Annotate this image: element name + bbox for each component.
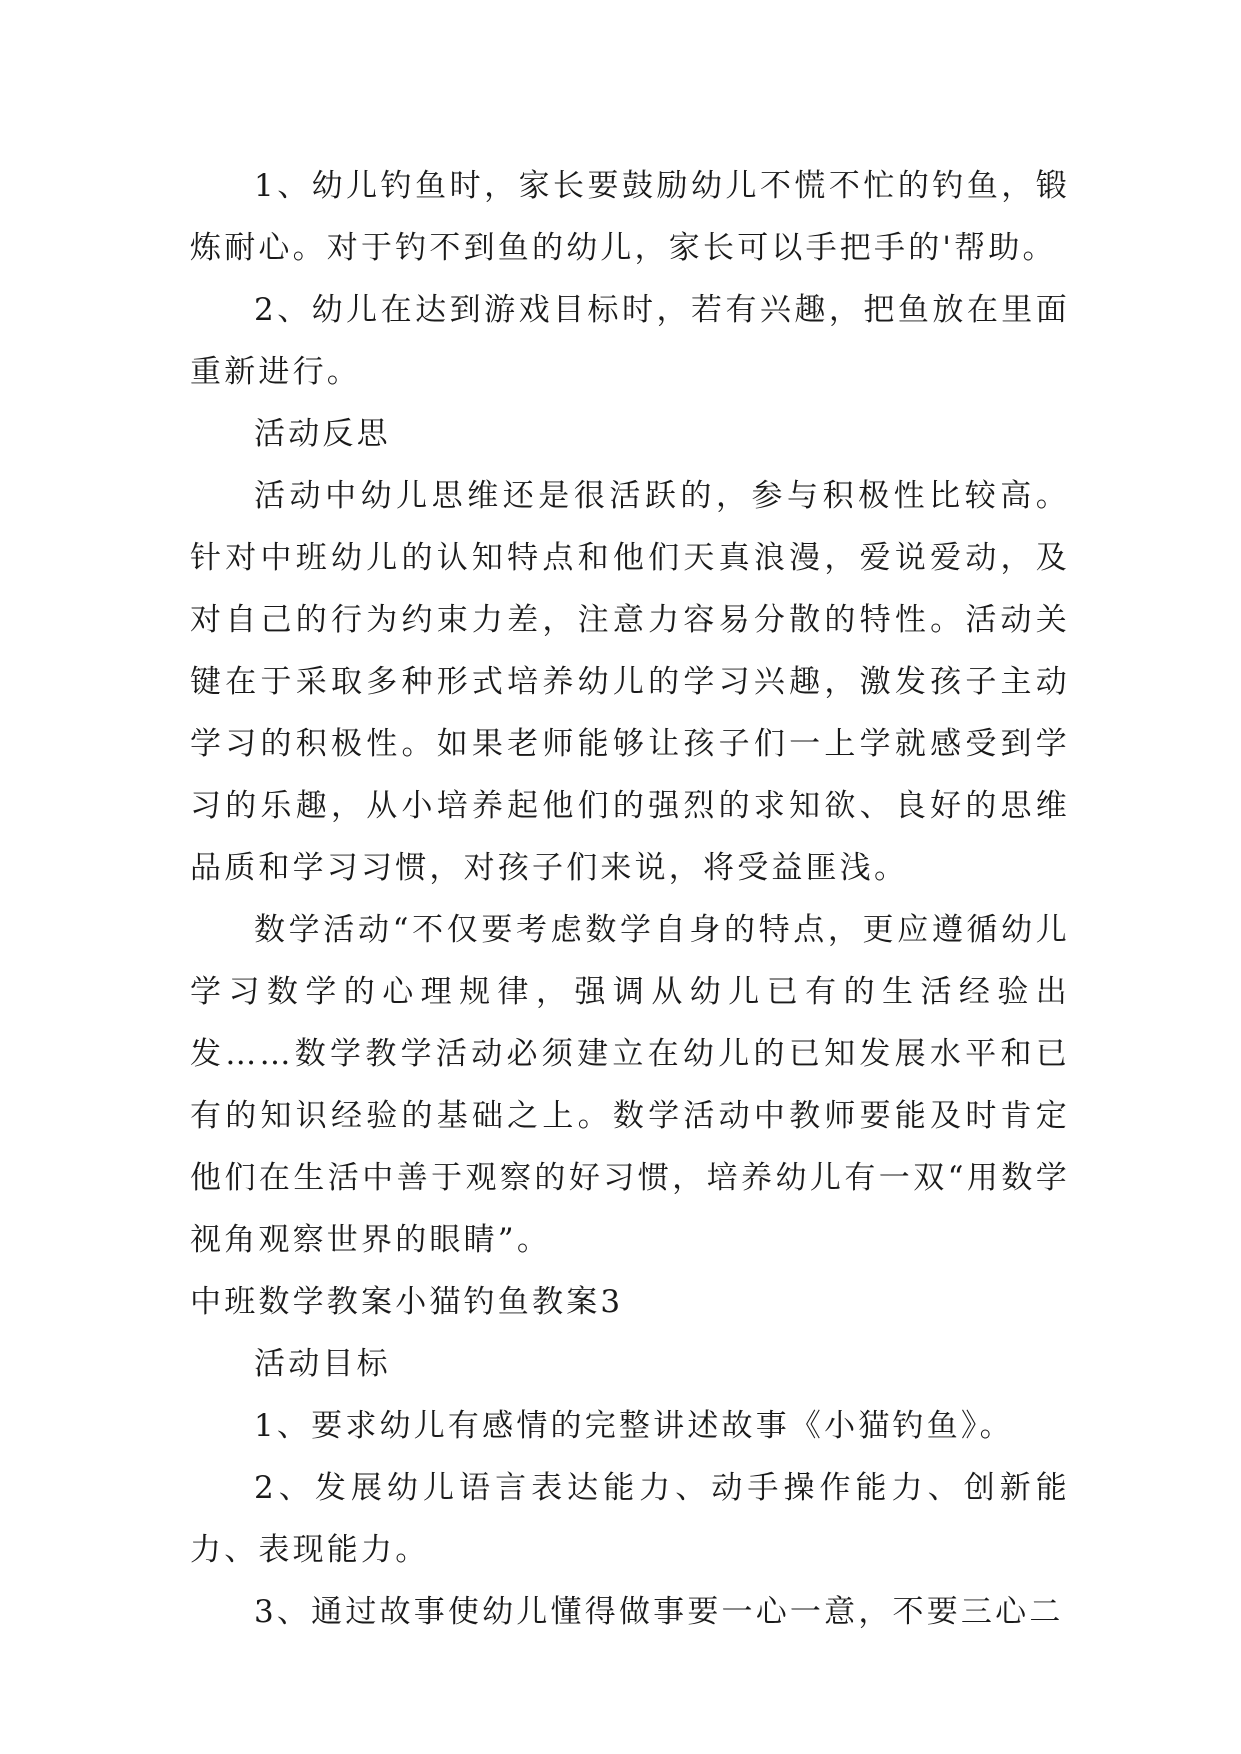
objective-item-3: 3、通过故事使幼儿懂得做事要一心一意，不要三心二 — [254, 1594, 1064, 1630]
section-heading-objectives: 活动目标 — [254, 1346, 391, 1382]
section-heading-reflection: 活动反思 — [254, 416, 391, 452]
document-body — [190, 155, 1070, 1643]
paragraph-reflection-2: 数学活动“不仅要考虑数学自身的特点，更应遵循幼儿学习数学的心理规律，强调从幼儿已有的生活经验出发……数学教学活动必须建立在幼儿的已知发展水平和已有的知识经验的基础之上。数学活动中教师要能及时肯定他们在生活中善于观察的好习惯，培养幼儿有一双“用数学视角观察世界的眼睛”。 — [190, 912, 1070, 1258]
lesson-title: 中班数学教案小猫钓鱼教案3 — [190, 1284, 624, 1320]
paragraph-fishing-tips: 1、幼儿钓鱼时，家长要鼓励幼儿不慌不忙的钓鱼，锻炼耐心。对于钓不到鱼的幼儿，家长可以手把手的'帮助。 — [190, 168, 1070, 266]
objective-item-2: 2、发展幼儿语言表达能力、动手操作能力、创新能力、表现能力。 — [190, 1470, 1070, 1568]
objective-item-1: 1、要求幼儿有感情的完整讲述故事《小猫钓鱼》。 — [254, 1408, 1014, 1444]
paragraph-reflection-1: 活动中幼儿思维还是很活跃的，参与积极性比较高。针对中班幼儿的认知特点和他们天真浪漫，爱说爱动，及对自己的行为约束力差，注意力容易分散的特性。活动关键在于采取多种形式培养幼儿的学习兴趣，激发孩子主动学习的积极性。如果老师能够让孩子们一上学就感受到学习的乐趣，从小培养起他们的强烈的求知欲、良好的思维品质和学习习惯，对孩子们来说，将受益匪浅。 — [190, 478, 1070, 886]
paragraph-goal-repeat: 2、幼儿在达到游戏目标时，若有兴趣，把鱼放在里面重新进行。 — [190, 292, 1070, 390]
